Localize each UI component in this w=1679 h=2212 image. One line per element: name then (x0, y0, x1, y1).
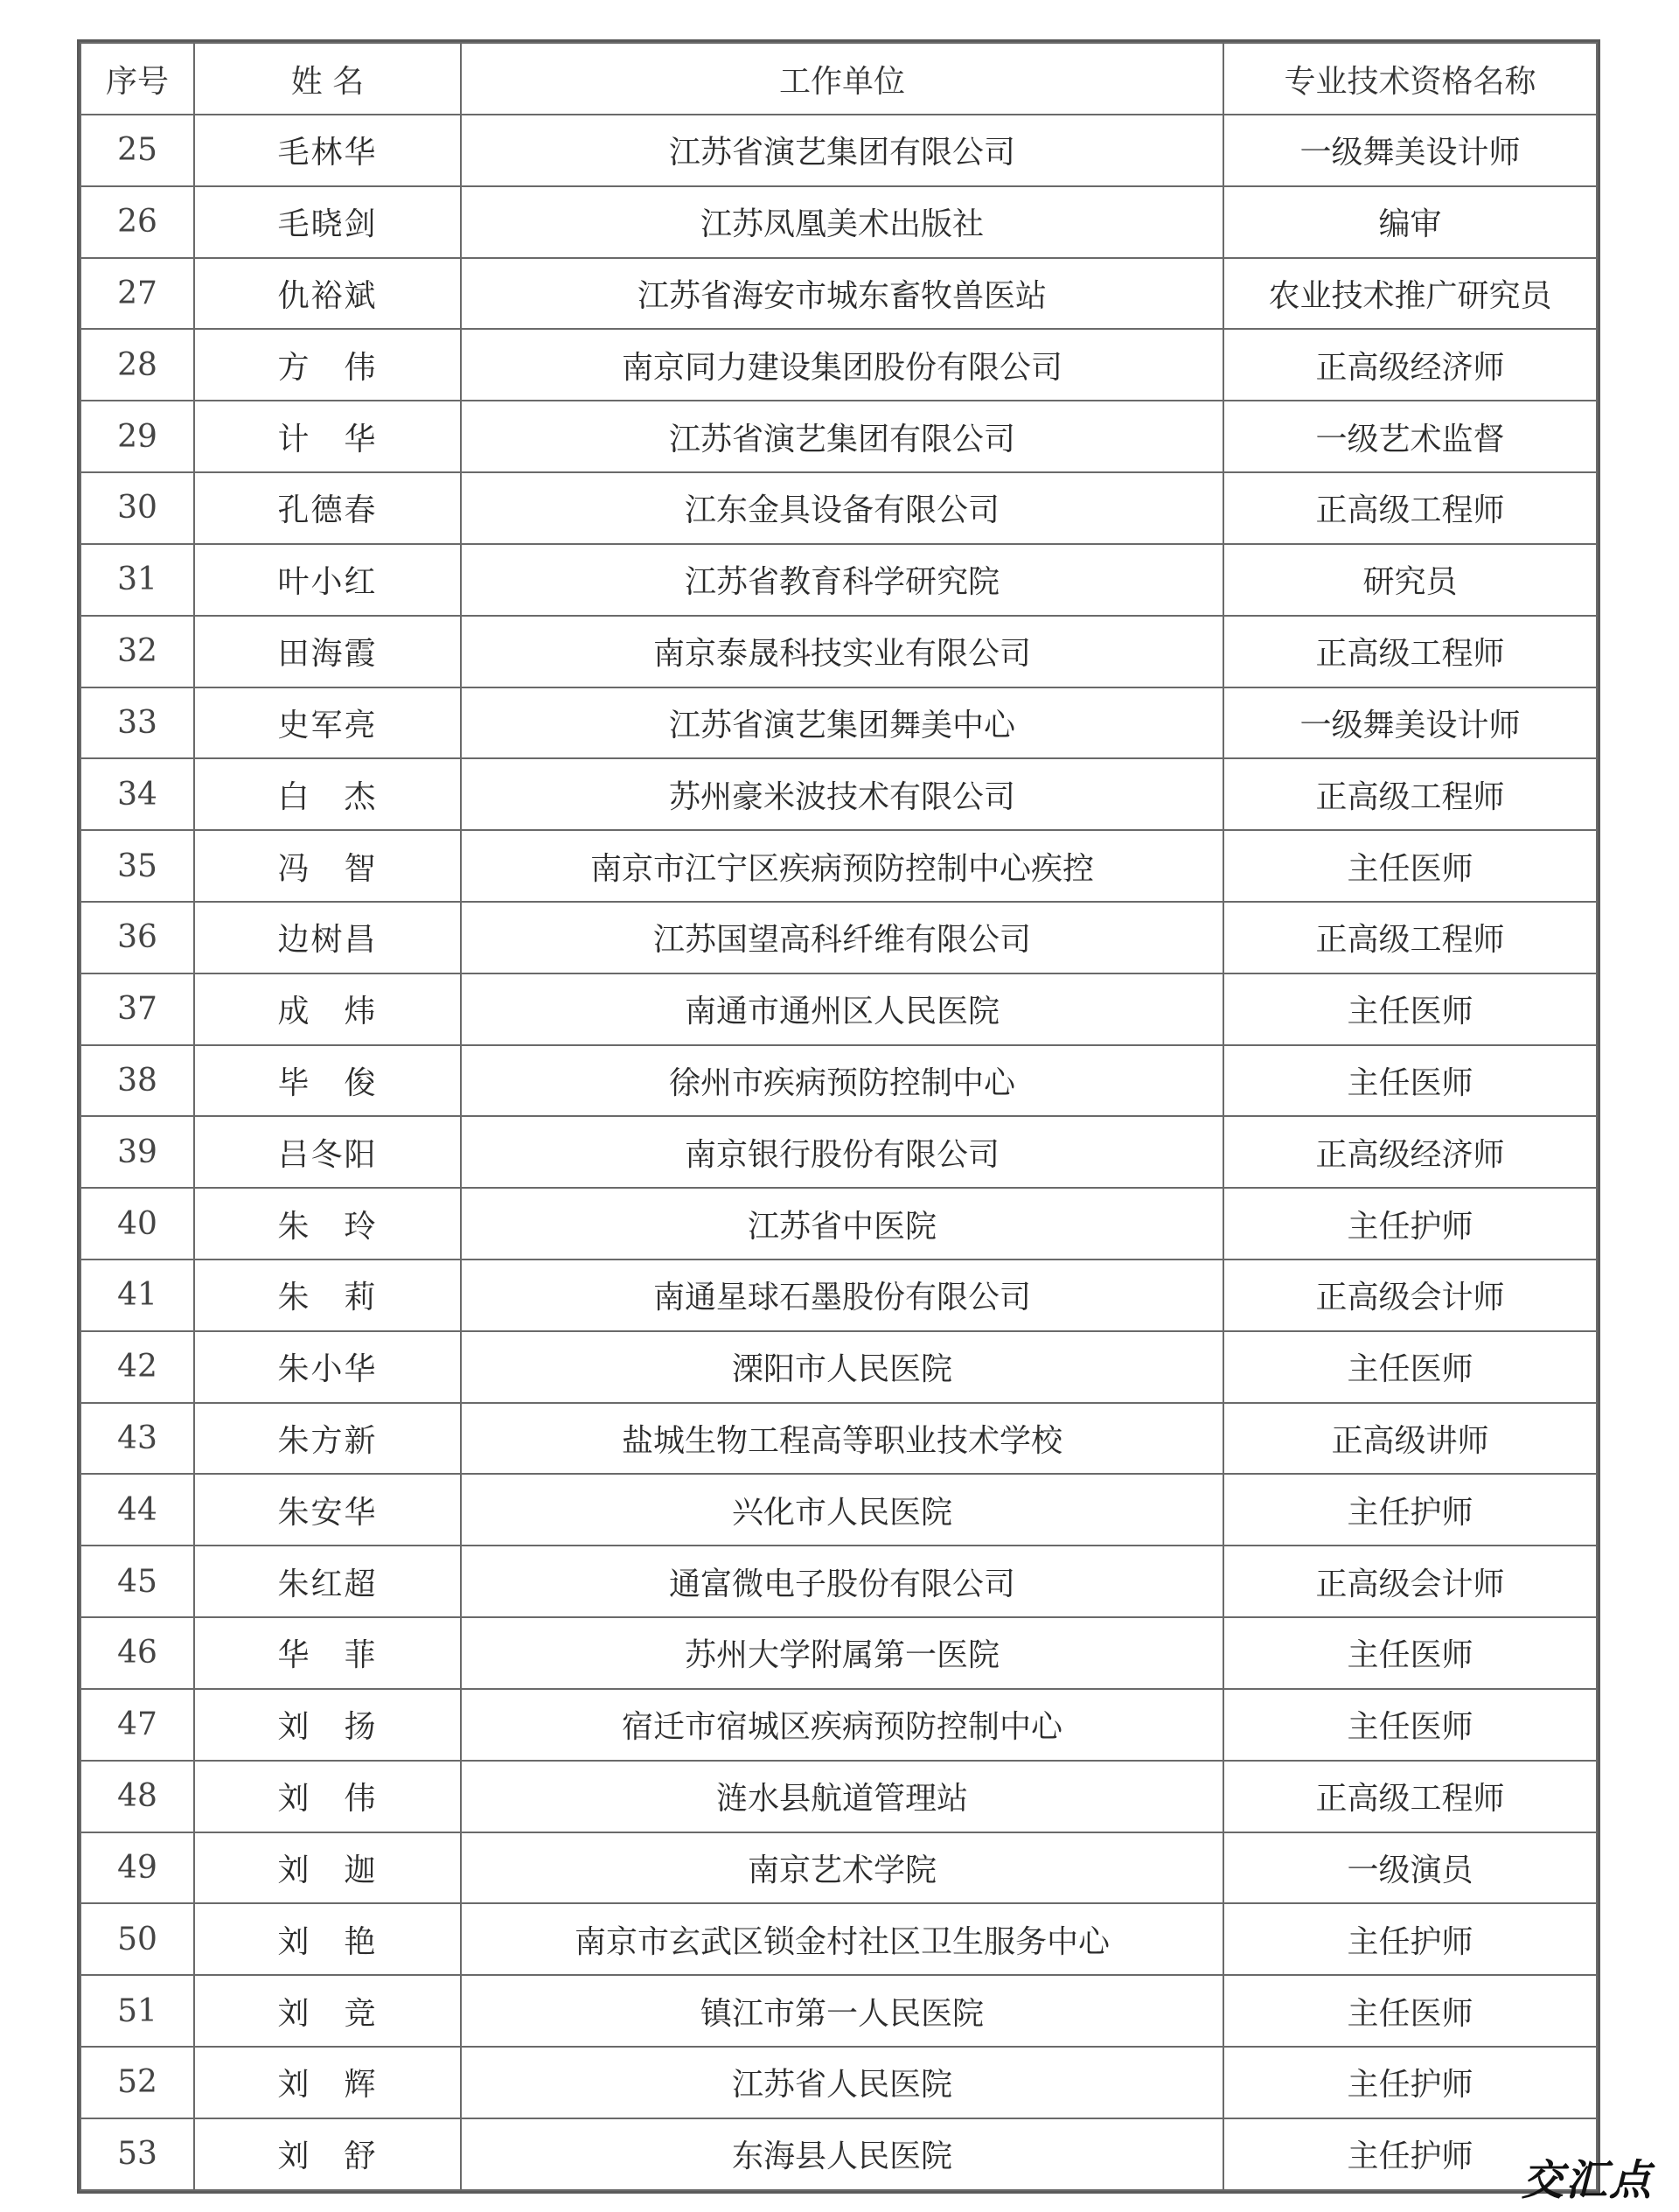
cell-name: 史军亮 (194, 687, 461, 759)
table-row (80, 758, 1597, 830)
table-row (80, 258, 1597, 330)
cell-title: 正高级工程师 (1223, 902, 1597, 973)
table-row (80, 1188, 1597, 1260)
cell-unit: 江苏省人民医院 (461, 2047, 1223, 2118)
cell-name: 仇裕斌 (194, 258, 461, 330)
header-title: 专业技术资格名称 (1223, 43, 1597, 115)
table-row (80, 616, 1597, 687)
cell-title: 正高级工程师 (1223, 616, 1597, 687)
cell-unit: 涟水县航道管理站 (461, 1761, 1223, 1832)
cell-no: 53 (80, 2118, 194, 2190)
cell-title: 主任医师 (1223, 973, 1597, 1045)
cell-title: 主任医师 (1223, 1689, 1597, 1761)
table-row (80, 1045, 1597, 1117)
cell-title: 一级艺术监督 (1223, 401, 1597, 472)
cell-unit: 南京泰晟科技实业有限公司 (461, 616, 1223, 687)
cell-no: 51 (80, 1975, 194, 2047)
cell-title: 正高级经济师 (1223, 329, 1597, 401)
table-row (80, 1617, 1597, 1689)
cell-no: 49 (80, 1832, 194, 1904)
cell-unit: 镇江市第一人民医院 (461, 1975, 1223, 2047)
table-row (80, 1546, 1597, 1617)
cell-no: 34 (80, 758, 194, 830)
table-row (80, 1116, 1597, 1188)
table-row (80, 1689, 1597, 1761)
cell-no: 32 (80, 616, 194, 687)
cell-unit: 南通市通州区人民医院 (461, 973, 1223, 1045)
cell-name: 叶小红 (194, 544, 461, 616)
cell-title: 正高级经济师 (1223, 1116, 1597, 1188)
cell-title: 正高级工程师 (1223, 758, 1597, 830)
cell-name: 刘 辉 (194, 2047, 461, 2118)
cell-no: 47 (80, 1689, 194, 1761)
cell-title: 正高级工程师 (1223, 1761, 1597, 1832)
cell-unit: 江苏省演艺集团舞美中心 (461, 687, 1223, 759)
table-row (80, 544, 1597, 616)
table-row (80, 329, 1597, 401)
cell-title: 一级演员 (1223, 1832, 1597, 1904)
cell-no: 27 (80, 258, 194, 330)
roster-table (80, 42, 1598, 2191)
cell-title: 一级舞美设计师 (1223, 687, 1597, 759)
cell-unit: 宿迁市宿城区疾病预防控制中心 (461, 1689, 1223, 1761)
cell-title: 一级舞美设计师 (1223, 115, 1597, 186)
cell-unit: 南京银行股份有限公司 (461, 1116, 1223, 1188)
table-row (80, 1761, 1597, 1832)
cell-title: 农业技术推广研究员 (1223, 258, 1597, 330)
cell-title: 正高级讲师 (1223, 1403, 1597, 1475)
table-body (80, 115, 1597, 2190)
cell-name: 吕冬阳 (194, 1116, 461, 1188)
table-header-row (80, 43, 1597, 115)
header-no: 序号 (80, 43, 194, 115)
cell-name: 计 华 (194, 401, 461, 472)
cell-unit: 江苏省中医院 (461, 1188, 1223, 1260)
cell-title: 主任护师 (1223, 2047, 1597, 2118)
cell-unit: 溧阳市人民医院 (461, 1331, 1223, 1403)
cell-no: 37 (80, 973, 194, 1045)
table-row (80, 1832, 1597, 1904)
cell-title: 正高级工程师 (1223, 472, 1597, 544)
table-row (80, 1260, 1597, 1331)
cell-name: 华 菲 (194, 1617, 461, 1689)
cell-title: 主任护师 (1223, 2118, 1597, 2190)
table-row (80, 902, 1597, 973)
cell-name: 边树昌 (194, 902, 461, 973)
table-row (80, 687, 1597, 759)
cell-name: 刘 舒 (194, 2118, 461, 2190)
cell-name: 毛晓剑 (194, 186, 461, 258)
cell-name: 刘 伟 (194, 1761, 461, 1832)
cell-title: 主任医师 (1223, 830, 1597, 902)
table-row (80, 1474, 1597, 1546)
cell-unit: 盐城生物工程高等职业技术学校 (461, 1403, 1223, 1475)
cell-no: 40 (80, 1188, 194, 1260)
cell-title: 主任护师 (1223, 1903, 1597, 1975)
cell-unit: 南京同力建设集团股份有限公司 (461, 329, 1223, 401)
cell-title: 主任医师 (1223, 1617, 1597, 1689)
cell-unit: 江苏省演艺集团有限公司 (461, 401, 1223, 472)
cell-name: 白 杰 (194, 758, 461, 830)
cell-no: 36 (80, 902, 194, 973)
cell-title: 主任护师 (1223, 1474, 1597, 1546)
table-row (80, 1331, 1597, 1403)
cell-title: 研究员 (1223, 544, 1597, 616)
cell-name: 刘 迦 (194, 1832, 461, 1904)
cell-name: 刘 艳 (194, 1903, 461, 1975)
cell-no: 46 (80, 1617, 194, 1689)
cell-no: 48 (80, 1761, 194, 1832)
table-row (80, 830, 1597, 902)
cell-no: 41 (80, 1260, 194, 1331)
cell-title: 主任护师 (1223, 1188, 1597, 1260)
cell-no: 43 (80, 1403, 194, 1475)
table-row (80, 1403, 1597, 1475)
cell-unit: 苏州豪米波技术有限公司 (461, 758, 1223, 830)
cell-unit: 江苏国望高科纤维有限公司 (461, 902, 1223, 973)
cell-title: 编审 (1223, 186, 1597, 258)
cell-unit: 南京艺术学院 (461, 1832, 1223, 1904)
cell-unit: 江苏凤凰美术出版社 (461, 186, 1223, 258)
cell-unit: 江东金具设备有限公司 (461, 472, 1223, 544)
cell-no: 50 (80, 1903, 194, 1975)
cell-name: 刘 竞 (194, 1975, 461, 2047)
cell-no: 44 (80, 1474, 194, 1546)
cell-unit: 徐州市疾病预防控制中心 (461, 1045, 1223, 1117)
document-page (77, 39, 1600, 2194)
cell-name: 田海霞 (194, 616, 461, 687)
cell-no: 26 (80, 186, 194, 258)
cell-name: 孔德春 (194, 472, 461, 544)
table-row (80, 472, 1597, 544)
cell-no: 42 (80, 1331, 194, 1403)
cell-name: 成 炜 (194, 973, 461, 1045)
cell-no: 35 (80, 830, 194, 902)
cell-name: 刘 扬 (194, 1689, 461, 1761)
cell-no: 29 (80, 401, 194, 472)
table-row (80, 186, 1597, 258)
cell-no: 45 (80, 1546, 194, 1617)
cell-name: 毕 俊 (194, 1045, 461, 1117)
cell-no: 33 (80, 687, 194, 759)
cell-unit: 南通星球石墨股份有限公司 (461, 1260, 1223, 1331)
watermark-logo: 交汇点 (1521, 2156, 1653, 2205)
table-row (80, 401, 1597, 472)
table-row (80, 973, 1597, 1045)
cell-unit: 兴化市人民医院 (461, 1474, 1223, 1546)
cell-unit: 东海县人民医院 (461, 2118, 1223, 2190)
cell-name: 朱红超 (194, 1546, 461, 1617)
cell-no: 28 (80, 329, 194, 401)
table-row (80, 115, 1597, 186)
table-row (80, 1975, 1597, 2047)
cell-name: 方 伟 (194, 329, 461, 401)
cell-no: 39 (80, 1116, 194, 1188)
cell-name: 朱安华 (194, 1474, 461, 1546)
cell-unit: 江苏省演艺集团有限公司 (461, 115, 1223, 186)
cell-name: 朱 莉 (194, 1260, 461, 1331)
table-row (80, 2118, 1597, 2190)
cell-no: 52 (80, 2047, 194, 2118)
cell-unit: 江苏省海安市城东畜牧兽医站 (461, 258, 1223, 330)
cell-unit: 苏州大学附属第一医院 (461, 1617, 1223, 1689)
cell-title: 主任医师 (1223, 1975, 1597, 2047)
cell-name: 朱小华 (194, 1331, 461, 1403)
table-row (80, 1903, 1597, 1975)
cell-title: 主任医师 (1223, 1331, 1597, 1403)
header-unit: 工作单位 (461, 43, 1223, 115)
cell-name: 朱方新 (194, 1403, 461, 1475)
cell-no: 31 (80, 544, 194, 616)
cell-no: 30 (80, 472, 194, 544)
cell-title: 正高级会计师 (1223, 1260, 1597, 1331)
table-row (80, 2047, 1597, 2118)
cell-unit: 通富微电子股份有限公司 (461, 1546, 1223, 1617)
cell-title: 主任医师 (1223, 1045, 1597, 1117)
cell-unit: 南京市江宁区疾病预防控制中心疾控 (461, 830, 1223, 902)
cell-unit: 江苏省教育科学研究院 (461, 544, 1223, 616)
cell-no: 38 (80, 1045, 194, 1117)
cell-no: 25 (80, 115, 194, 186)
cell-name: 冯 智 (194, 830, 461, 902)
cell-title: 正高级会计师 (1223, 1546, 1597, 1617)
cell-name: 毛林华 (194, 115, 461, 186)
cell-name: 朱 玲 (194, 1188, 461, 1260)
cell-unit: 南京市玄武区锁金村社区卫生服务中心 (461, 1903, 1223, 1975)
header-name: 姓 名 (194, 43, 461, 115)
